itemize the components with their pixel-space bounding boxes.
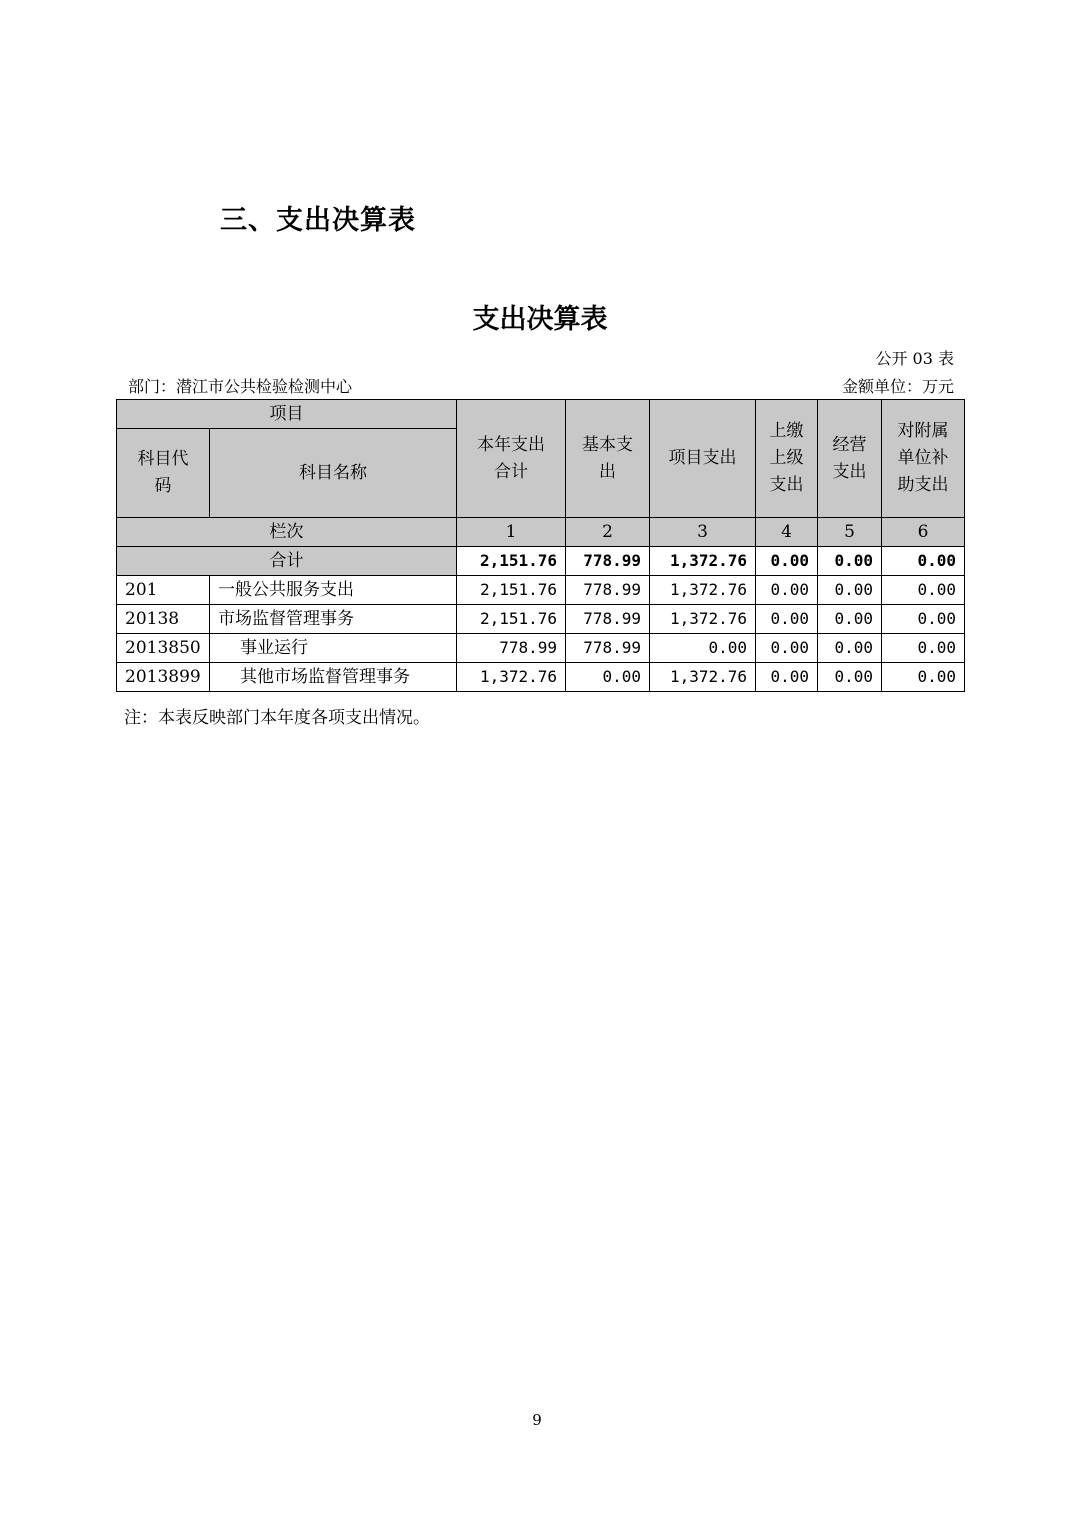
section-heading: 三、支出决算表 (220, 205, 416, 236)
total-value: 778.99 (566, 547, 650, 576)
row-value: 1,372.76 (650, 605, 756, 634)
table-title: 支出决算表 (472, 304, 608, 335)
row-value: 0.00 (650, 634, 756, 663)
total-row (117, 547, 965, 576)
row-value: 0.00 (818, 605, 882, 634)
table-row (117, 576, 965, 605)
row-value: 0.00 (882, 634, 965, 663)
row-value: 1,372.76 (650, 576, 756, 605)
total-value: 2,151.76 (457, 547, 566, 576)
row-value: 0.00 (756, 605, 818, 634)
row-value: 0.00 (756, 663, 818, 692)
row-value: 1,372.76 (457, 663, 566, 692)
column-index: 1 (457, 518, 566, 547)
row-name: 其他市场监督管理事务 (210, 663, 457, 692)
total-value: 1,372.76 (650, 547, 756, 576)
row-value: 778.99 (457, 634, 566, 663)
header-basic: 基本支 出 (566, 400, 650, 518)
header-project-expenditure: 项目支出 (650, 400, 756, 518)
header-name: 科目名称 (210, 429, 457, 518)
column-index: 4 (756, 518, 818, 547)
total-value: 0.00 (818, 547, 882, 576)
header-total: 本年支出 合计 (457, 400, 566, 518)
row-code: 2013899 (117, 663, 210, 692)
table-note: 注：本表反映部门本年度各项支出情况。 (124, 708, 430, 728)
total-value: 0.00 (882, 547, 965, 576)
column-index: 5 (818, 518, 882, 547)
expenditure-table (116, 399, 965, 692)
row-value: 778.99 (566, 605, 650, 634)
total-value: 0.00 (756, 547, 818, 576)
row-value: 1,372.76 (650, 663, 756, 692)
column-index: 2 (566, 518, 650, 547)
row-code: 201 (117, 576, 210, 605)
row-value: 0.00 (566, 663, 650, 692)
total-label: 合计 (117, 547, 457, 576)
row-name: 一般公共服务支出 (210, 576, 457, 605)
column-index-row (117, 518, 965, 547)
row-name: 市场监督管理事务 (210, 605, 457, 634)
row-value: 0.00 (882, 605, 965, 634)
table-row (117, 634, 965, 663)
row-value: 2,151.76 (457, 576, 566, 605)
row-code: 20138 (117, 605, 210, 634)
header-operating: 经营 支出 (818, 400, 882, 518)
page-number: 9 (532, 1411, 542, 1429)
unit-label: 金额单位：万元 (841, 377, 954, 396)
row-value: 0.00 (882, 576, 965, 605)
row-value: 0.00 (882, 663, 965, 692)
header-upper: 上缴 上级 支出 (756, 400, 818, 518)
header-row-1 (117, 400, 965, 429)
row-value: 778.99 (566, 634, 650, 663)
table-row (117, 605, 965, 634)
department-label: 部门：潜江市公共检验检测中心 (128, 377, 353, 396)
column-index-label: 栏次 (117, 518, 457, 547)
form-code: 公开 03 表 (875, 349, 954, 368)
row-code: 2013850 (117, 634, 210, 663)
column-index: 6 (882, 518, 965, 547)
row-value: 0.00 (818, 576, 882, 605)
header-code: 科目代 码 (117, 429, 210, 518)
column-index: 3 (650, 518, 756, 547)
row-value: 0.00 (818, 663, 882, 692)
row-value: 0.00 (756, 634, 818, 663)
row-value: 0.00 (756, 576, 818, 605)
row-value: 2,151.76 (457, 605, 566, 634)
header-project: 项目 (117, 400, 457, 429)
header-subsidy: 对附属 单位补 助支出 (882, 400, 965, 518)
row-value: 778.99 (566, 576, 650, 605)
row-value: 0.00 (818, 634, 882, 663)
row-name: 事业运行 (210, 634, 457, 663)
table-row (117, 663, 965, 692)
